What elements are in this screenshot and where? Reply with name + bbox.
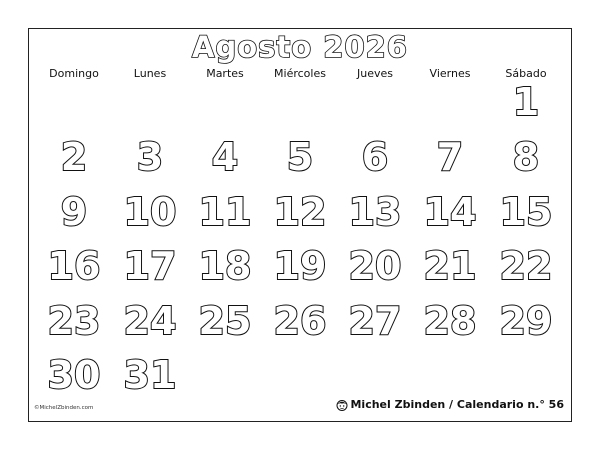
weekday-friday: Viernes: [429, 67, 471, 80]
day-cell: 22: [499, 244, 553, 288]
day-cell: 24: [123, 299, 177, 343]
day-cell: 17: [123, 244, 177, 288]
weekday-tuesday: Martes: [206, 67, 244, 80]
weekday-thursday: Jueves: [357, 67, 393, 80]
day-cell: 8: [512, 135, 540, 179]
day-cell: 11: [198, 190, 252, 234]
day-cell: 31: [123, 353, 177, 397]
calendar-title: Agosto 2026: [192, 30, 408, 64]
day-cell: 29: [499, 299, 553, 343]
day-cell: 30: [47, 353, 101, 397]
day-cell: 25: [198, 299, 252, 343]
weekday-monday: Lunes: [133, 67, 167, 80]
day-cell: 23: [47, 299, 101, 343]
day-cell: 28: [423, 299, 477, 343]
day-cell: 12: [273, 190, 327, 234]
day-cell: 6: [361, 135, 389, 179]
weekday-saturday: Sábado: [505, 67, 547, 80]
day-cell: 9: [60, 190, 88, 234]
day-cell: 15: [499, 190, 553, 234]
day-cell: 10: [123, 190, 177, 234]
website-credit: ©MichelZbinden.com: [34, 405, 94, 411]
day-cell: 20: [348, 244, 402, 288]
day-cell: 26: [273, 299, 327, 343]
day-cell: 16: [47, 244, 101, 288]
day-cell: 14: [423, 190, 477, 234]
day-cell: 18: [198, 244, 252, 288]
author-credit: [336, 398, 564, 411]
day-cell: 5: [286, 135, 314, 179]
weekday-wednesday: Miércoles: [274, 67, 326, 80]
day-cell: 21: [423, 244, 477, 288]
credit-text: Michel Zbinden / Calendario n.° 56: [350, 398, 564, 411]
day-cell: 7: [436, 135, 464, 179]
day-cell: 1: [512, 80, 540, 124]
day-cell: 13: [348, 190, 402, 234]
weekday-sunday: Domingo: [49, 67, 99, 80]
day-cell: 4: [211, 135, 239, 179]
day-cell: 3: [136, 135, 164, 179]
face-icon: [336, 399, 348, 411]
day-cell: 27: [348, 299, 402, 343]
day-cell: 2: [60, 135, 88, 179]
day-cell: 19: [273, 244, 327, 288]
